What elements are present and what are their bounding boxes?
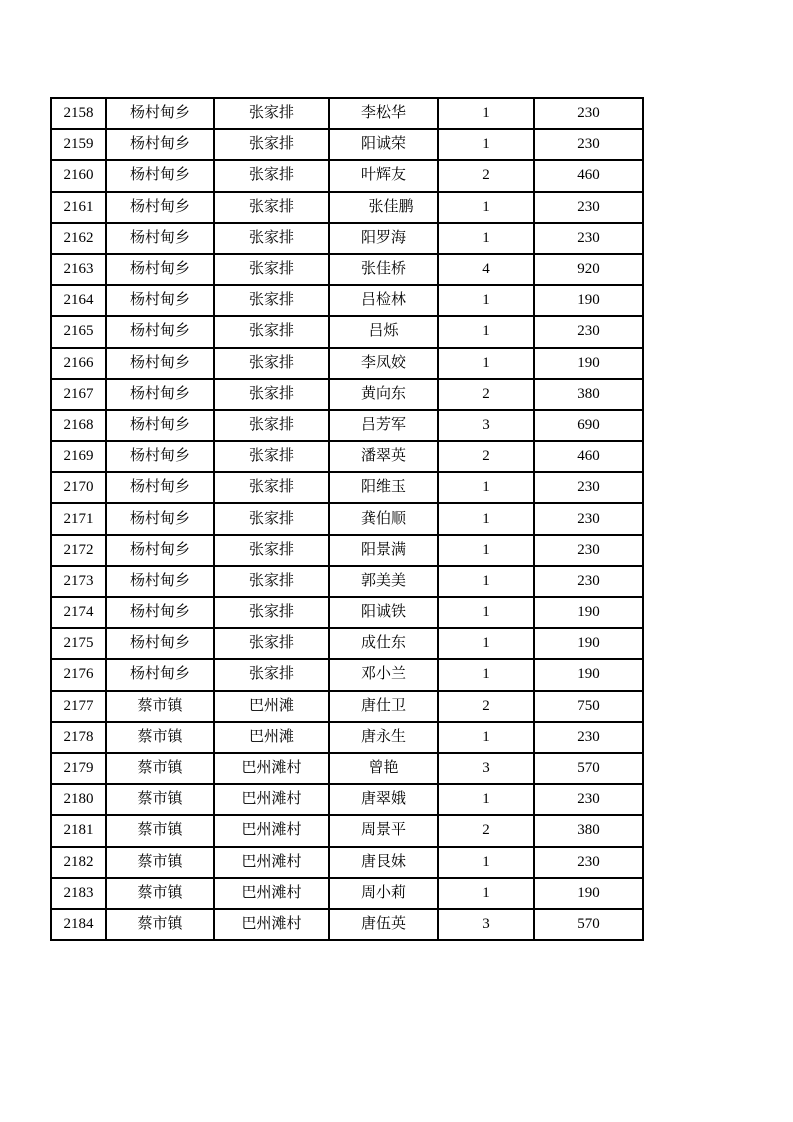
cell-count: 1 (438, 566, 534, 597)
cell-serial-number: 2182 (51, 847, 106, 878)
cell-serial-number: 2167 (51, 379, 106, 410)
cell-count: 1 (438, 223, 534, 254)
cell-person-name: 唐伍英 (329, 909, 438, 940)
cell-village: 巴州滩 (214, 722, 329, 753)
cell-amount: 190 (534, 659, 643, 690)
cell-amount: 230 (534, 503, 643, 534)
cell-serial-number: 2179 (51, 753, 106, 784)
cell-serial-number: 2160 (51, 160, 106, 191)
cell-village: 张家排 (214, 254, 329, 285)
cell-township: 杨村甸乡 (106, 472, 214, 503)
cell-count: 1 (438, 659, 534, 690)
cell-count: 1 (438, 98, 534, 129)
cell-person-name: 吕检林 (329, 285, 438, 316)
cell-village: 张家排 (214, 441, 329, 472)
cell-person-name: 周景平 (329, 815, 438, 846)
cell-person-name: 吕烁 (329, 316, 438, 347)
table-row (51, 160, 643, 191)
cell-amount: 230 (534, 784, 643, 815)
cell-count: 4 (438, 254, 534, 285)
cell-serial-number: 2169 (51, 441, 106, 472)
table-row (51, 535, 643, 566)
table-row (51, 316, 643, 347)
cell-village: 巴州滩 (214, 691, 329, 722)
cell-count: 3 (438, 753, 534, 784)
cell-person-name: 周小莉 (329, 878, 438, 909)
cell-township: 杨村甸乡 (106, 192, 214, 223)
cell-person-name: 张佳鹏 (329, 192, 438, 223)
table-row (51, 815, 643, 846)
cell-count: 1 (438, 192, 534, 223)
table-row (51, 566, 643, 597)
cell-person-name: 叶辉友 (329, 160, 438, 191)
cell-amount: 230 (534, 129, 643, 160)
cell-amount: 690 (534, 410, 643, 441)
cell-township: 杨村甸乡 (106, 129, 214, 160)
table-row (51, 503, 643, 534)
table-row (51, 285, 643, 316)
table-row (51, 223, 643, 254)
cell-count: 1 (438, 784, 534, 815)
cell-amount: 190 (534, 878, 643, 909)
table-row (51, 753, 643, 784)
cell-township: 杨村甸乡 (106, 379, 214, 410)
cell-township: 杨村甸乡 (106, 285, 214, 316)
cell-serial-number: 2172 (51, 535, 106, 566)
cell-village: 张家排 (214, 129, 329, 160)
cell-village: 张家排 (214, 192, 329, 223)
cell-serial-number: 2174 (51, 597, 106, 628)
cell-village: 张家排 (214, 503, 329, 534)
cell-person-name: 唐翠娥 (329, 784, 438, 815)
cell-township: 杨村甸乡 (106, 223, 214, 254)
cell-village: 张家排 (214, 98, 329, 129)
cell-amount: 380 (534, 815, 643, 846)
cell-person-name: 张佳桥 (329, 254, 438, 285)
cell-serial-number: 2180 (51, 784, 106, 815)
cell-count: 3 (438, 410, 534, 441)
cell-amount: 190 (534, 348, 643, 379)
cell-person-name: 成仕东 (329, 628, 438, 659)
cell-person-name: 郭美美 (329, 566, 438, 597)
cell-village: 张家排 (214, 316, 329, 347)
table-body (51, 98, 643, 940)
cell-amount: 230 (534, 316, 643, 347)
cell-person-name: 吕芳军 (329, 410, 438, 441)
cell-township: 杨村甸乡 (106, 566, 214, 597)
cell-township: 蔡市镇 (106, 878, 214, 909)
table-row (51, 722, 643, 753)
cell-person-name: 阳维玉 (329, 472, 438, 503)
cell-count: 2 (438, 815, 534, 846)
cell-village: 巴州滩村 (214, 909, 329, 940)
cell-amount: 190 (534, 285, 643, 316)
cell-serial-number: 2166 (51, 348, 106, 379)
cell-village: 张家排 (214, 379, 329, 410)
cell-count: 1 (438, 878, 534, 909)
table-row (51, 628, 643, 659)
cell-township: 杨村甸乡 (106, 254, 214, 285)
cell-amount: 230 (534, 566, 643, 597)
cell-count: 1 (438, 285, 534, 316)
table-row (51, 379, 643, 410)
cell-serial-number: 2158 (51, 98, 106, 129)
cell-serial-number: 2168 (51, 410, 106, 441)
cell-village: 张家排 (214, 285, 329, 316)
cell-person-name: 阳罗海 (329, 223, 438, 254)
cell-village: 张家排 (214, 410, 329, 441)
cell-serial-number: 2175 (51, 628, 106, 659)
table-row (51, 597, 643, 628)
table-row (51, 129, 643, 160)
cell-village: 张家排 (214, 566, 329, 597)
cell-amount: 230 (534, 847, 643, 878)
cell-amount: 460 (534, 441, 643, 472)
cell-township: 杨村甸乡 (106, 441, 214, 472)
cell-amount: 230 (534, 98, 643, 129)
table-row (51, 784, 643, 815)
cell-person-name: 潘翠英 (329, 441, 438, 472)
cell-township: 杨村甸乡 (106, 410, 214, 441)
cell-amount: 380 (534, 379, 643, 410)
cell-serial-number: 2159 (51, 129, 106, 160)
cell-count: 2 (438, 379, 534, 410)
table-row (51, 410, 643, 441)
cell-amount: 230 (534, 535, 643, 566)
cell-village: 张家排 (214, 348, 329, 379)
cell-village: 张家排 (214, 160, 329, 191)
cell-township: 蔡市镇 (106, 784, 214, 815)
cell-township: 蔡市镇 (106, 909, 214, 940)
cell-amount: 190 (534, 628, 643, 659)
cell-count: 1 (438, 535, 534, 566)
cell-amount: 190 (534, 597, 643, 628)
cell-serial-number: 2181 (51, 815, 106, 846)
cell-count: 1 (438, 722, 534, 753)
cell-amount: 570 (534, 753, 643, 784)
cell-township: 杨村甸乡 (106, 348, 214, 379)
cell-village: 张家排 (214, 659, 329, 690)
payment-table (50, 97, 644, 941)
cell-count: 2 (438, 691, 534, 722)
cell-township: 杨村甸乡 (106, 597, 214, 628)
cell-village: 巴州滩村 (214, 847, 329, 878)
cell-serial-number: 2173 (51, 566, 106, 597)
cell-amount: 570 (534, 909, 643, 940)
cell-serial-number: 2170 (51, 472, 106, 503)
cell-person-name: 阳景满 (329, 535, 438, 566)
cell-serial-number: 2184 (51, 909, 106, 940)
cell-amount: 920 (534, 254, 643, 285)
cell-amount: 230 (534, 722, 643, 753)
cell-village: 巴州滩村 (214, 878, 329, 909)
cell-person-name: 唐永生 (329, 722, 438, 753)
cell-serial-number: 2176 (51, 659, 106, 690)
table-row (51, 254, 643, 285)
cell-township: 蔡市镇 (106, 815, 214, 846)
cell-township: 蔡市镇 (106, 691, 214, 722)
cell-person-name: 黄向东 (329, 379, 438, 410)
cell-township: 蔡市镇 (106, 722, 214, 753)
cell-village: 巴州滩村 (214, 784, 329, 815)
cell-count: 3 (438, 909, 534, 940)
cell-township: 蔡市镇 (106, 847, 214, 878)
cell-serial-number: 2177 (51, 691, 106, 722)
table-row (51, 441, 643, 472)
cell-count: 1 (438, 503, 534, 534)
cell-serial-number: 2161 (51, 192, 106, 223)
cell-count: 2 (438, 441, 534, 472)
cell-amount: 230 (534, 223, 643, 254)
cell-count: 1 (438, 348, 534, 379)
table-row (51, 847, 643, 878)
cell-person-name: 阳诚铁 (329, 597, 438, 628)
cell-amount: 230 (534, 192, 643, 223)
cell-count: 1 (438, 316, 534, 347)
cell-township: 杨村甸乡 (106, 628, 214, 659)
cell-township: 杨村甸乡 (106, 503, 214, 534)
cell-count: 1 (438, 628, 534, 659)
cell-amount: 230 (534, 472, 643, 503)
cell-serial-number: 2171 (51, 503, 106, 534)
cell-person-name: 唐艮妹 (329, 847, 438, 878)
table-row (51, 472, 643, 503)
table-row (51, 659, 643, 690)
cell-count: 2 (438, 160, 534, 191)
cell-village: 张家排 (214, 223, 329, 254)
cell-person-name: 唐仕卫 (329, 691, 438, 722)
cell-township: 杨村甸乡 (106, 535, 214, 566)
cell-person-name: 曾艳 (329, 753, 438, 784)
cell-village: 张家排 (214, 597, 329, 628)
table-row (51, 691, 643, 722)
cell-township: 杨村甸乡 (106, 98, 214, 129)
cell-village: 巴州滩村 (214, 815, 329, 846)
table-row (51, 192, 643, 223)
cell-person-name: 李凤姣 (329, 348, 438, 379)
cell-village: 张家排 (214, 472, 329, 503)
cell-person-name: 龚伯顺 (329, 503, 438, 534)
cell-township: 杨村甸乡 (106, 316, 214, 347)
table-row (51, 909, 643, 940)
cell-count: 1 (438, 129, 534, 160)
cell-serial-number: 2162 (51, 223, 106, 254)
table-row (51, 878, 643, 909)
table-row (51, 98, 643, 129)
cell-amount: 460 (534, 160, 643, 191)
cell-village: 张家排 (214, 535, 329, 566)
table-row (51, 348, 643, 379)
cell-village: 张家排 (214, 628, 329, 659)
cell-amount: 750 (534, 691, 643, 722)
cell-count: 1 (438, 597, 534, 628)
cell-township: 杨村甸乡 (106, 160, 214, 191)
cell-count: 1 (438, 847, 534, 878)
cell-serial-number: 2183 (51, 878, 106, 909)
cell-count: 1 (438, 472, 534, 503)
cell-serial-number: 2163 (51, 254, 106, 285)
cell-serial-number: 2178 (51, 722, 106, 753)
cell-village: 巴州滩村 (214, 753, 329, 784)
cell-serial-number: 2164 (51, 285, 106, 316)
cell-township: 杨村甸乡 (106, 659, 214, 690)
cell-person-name: 阳诚荣 (329, 129, 438, 160)
cell-serial-number: 2165 (51, 316, 106, 347)
cell-person-name: 邓小兰 (329, 659, 438, 690)
cell-township: 蔡市镇 (106, 753, 214, 784)
cell-person-name: 李松华 (329, 98, 438, 129)
